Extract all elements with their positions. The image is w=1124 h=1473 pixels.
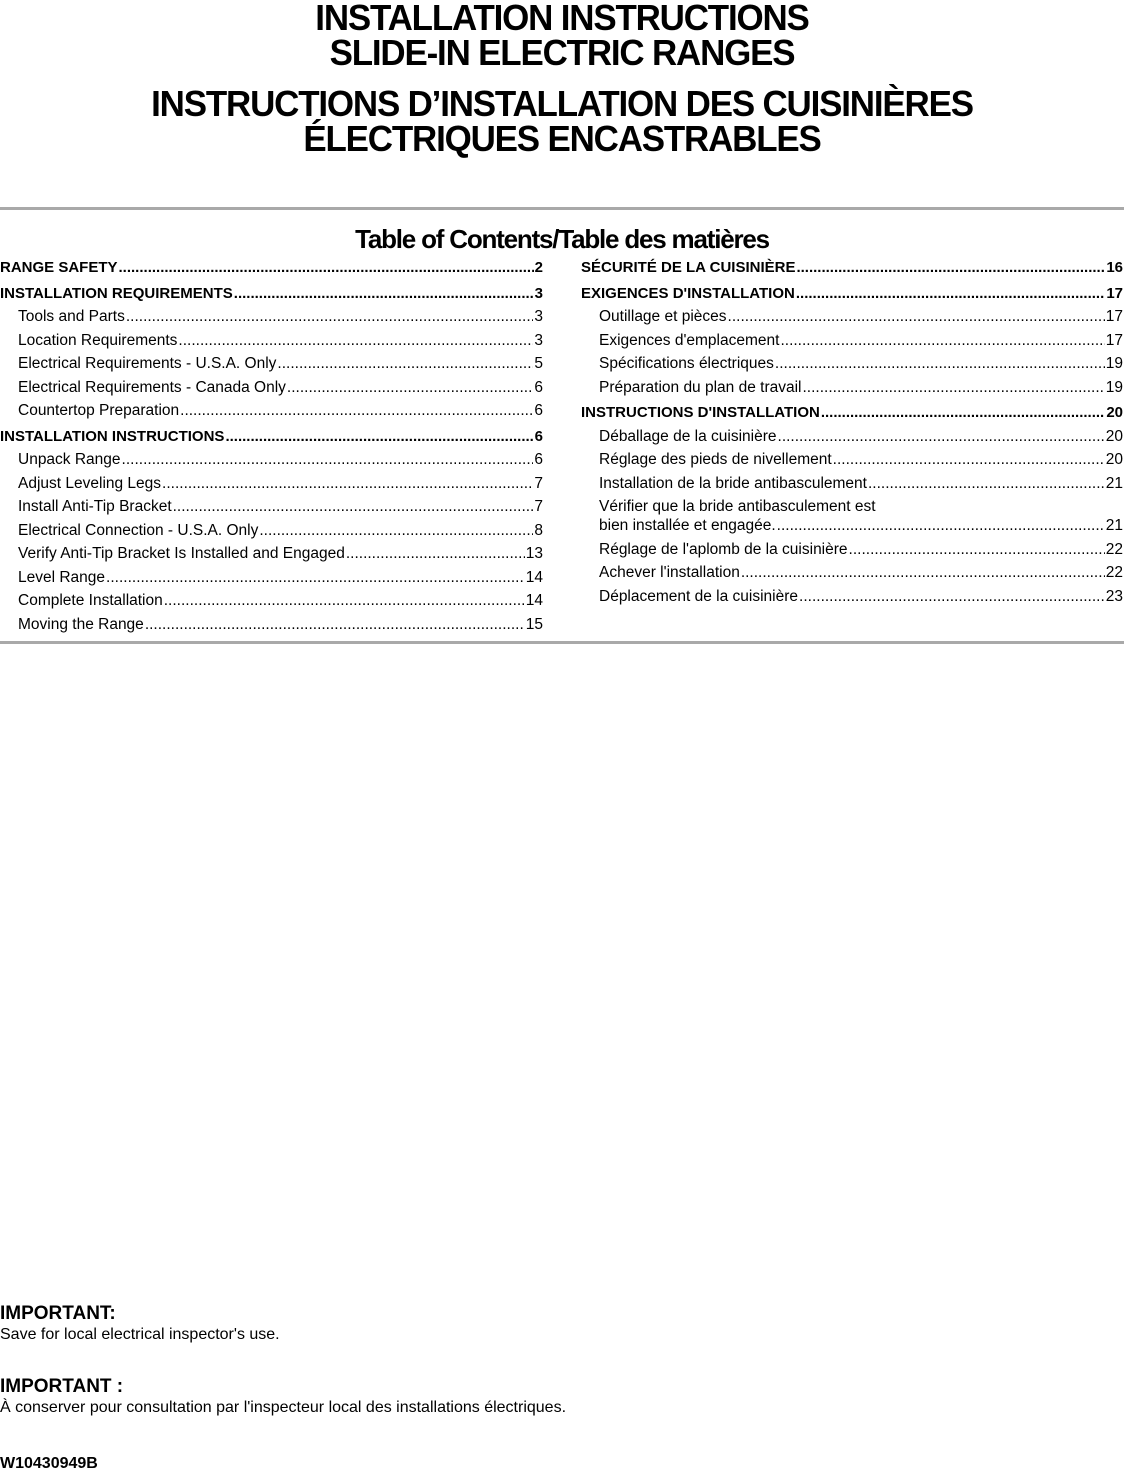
toc-subsection-entry[interactable] [581, 428, 1123, 452]
toc-section-entry[interactable] [581, 404, 1123, 428]
toc-entry-page-number: 22 [1105, 540, 1123, 558]
toc-entry-page-number: 20 [1105, 427, 1123, 445]
bottom-divider [0, 641, 1124, 644]
toc-dot-leader [287, 379, 533, 397]
toc-entry-page-number: 17 [1105, 331, 1123, 349]
toc-section-entry[interactable] [0, 285, 543, 309]
toc-entry-label: INSTRUCTIONS D'INSTALLATION [581, 404, 820, 421]
title-english-line-1: INSTALLATION INSTRUCTIONS [315, 0, 809, 38]
toc-entry-page-number: 19 [1105, 355, 1123, 372]
toc-entry-multiline[interactable] [581, 498, 1123, 541]
toc-entry-page-number: 17 [1106, 284, 1123, 302]
toc-subsection-entry[interactable] [0, 569, 543, 593]
toc-subsection-entry[interactable] [0, 475, 543, 499]
toc-entry-label: Install Anti-Tip Bracket [18, 498, 172, 515]
toc-entry-label: Exigences d'emplacement [599, 331, 780, 349]
toc-dot-leader [821, 404, 1105, 421]
toc-entry-page-number: 19 [1105, 378, 1123, 396]
toc-dot-leader [777, 517, 1105, 535]
toc-french-column [581, 259, 1123, 611]
toc-entry-label: INSTALLATION INSTRUCTIONS [0, 427, 225, 445]
toc-dot-leader [173, 498, 534, 516]
toc-subsection-entry[interactable] [581, 588, 1123, 612]
toc-entry-page-number: 6 [534, 402, 543, 419]
part-number: W10430949B [0, 1455, 98, 1472]
toc-subsection-entry[interactable] [0, 616, 543, 640]
toc-section-entry[interactable] [0, 428, 543, 452]
toc-entry-label: INSTALLATION REQUIREMENTS [0, 284, 233, 302]
toc-subsection-entry[interactable] [581, 451, 1123, 475]
toc-subsection-entry[interactable] [581, 355, 1123, 379]
toc-dot-leader [277, 355, 533, 373]
toc-entry-page-number: 15 [525, 615, 543, 633]
important-heading-english: IMPORTANT: [0, 1303, 116, 1324]
toc-subsection-entry[interactable] [581, 541, 1123, 565]
toc-entry-label: Achever l'installation [599, 564, 740, 581]
toc-entry-page-number: 5 [534, 355, 543, 372]
toc-subsection-entry[interactable] [581, 308, 1123, 332]
toc-dot-leader [741, 564, 1105, 582]
important-heading-french: IMPORTANT : [0, 1376, 124, 1397]
toc-entry-page-number: 8 [534, 521, 543, 539]
toc-entry-label: Tools and Parts [18, 308, 125, 325]
toc-entry-page-number: 21 [1105, 474, 1123, 492]
title-french-line-1: INSTRUCTIONS D’INSTALLATION DES CUISINIÈRES [151, 83, 973, 124]
title-english-line-2: SLIDE-IN ELECTRIC RANGES [329, 32, 795, 73]
toc-entry-page-number: 22 [1105, 564, 1123, 581]
toc-subsection-entry[interactable] [581, 475, 1123, 499]
toc-subsection-entry[interactable] [0, 451, 543, 475]
toc-subsection-entry[interactable] [581, 379, 1123, 403]
important-note-english [0, 1303, 280, 1344]
toc-subsection-entry[interactable] [0, 545, 543, 569]
toc-entry-label: Préparation du plan de travail [599, 378, 802, 396]
toc-dot-leader [728, 308, 1105, 326]
toc-entry-label: Level Range [18, 568, 106, 586]
toc-entry-page-number: 2 [534, 259, 543, 276]
toc-dot-leader [868, 475, 1105, 493]
toc-entry-label: Réglage de l'aplomb de la cuisinière [599, 540, 848, 558]
important-text-french: À conserver pour consultation par l'inspecteur local des installations électriques. [0, 1399, 567, 1416]
toc-entry-page-number: 21 [1105, 517, 1123, 534]
toc-dot-leader [833, 451, 1105, 469]
top-divider [0, 207, 1124, 210]
document-title-block [0, 0, 1124, 159]
toc-entry-label: Complete Installation [18, 592, 163, 609]
toc-section-entry[interactable] [581, 259, 1123, 283]
toc-entry-label: Countertop Preparation [18, 402, 180, 419]
toc-entry-page-number: 16 [1106, 259, 1123, 276]
toc-entry-page-number: 3 [534, 308, 543, 325]
toc-entry-label: Electrical Connection - U.S.A. Only [18, 521, 259, 539]
toc-section-entry[interactable] [581, 285, 1123, 309]
toc-subsection-entry[interactable] [0, 498, 543, 522]
toc-dot-leader [775, 355, 1105, 373]
toc-subsection-entry[interactable] [0, 308, 543, 332]
toc-entry-page-number: 14 [525, 568, 543, 586]
toc-entry-label: Verify Anti-Tip Bracket Is Installed and Engaged [18, 545, 345, 562]
toc-entry-label: Spécifications électriques [599, 355, 774, 372]
toc-entry-page-number: 6 [534, 427, 543, 445]
toc-entry-page-number: 6 [534, 378, 543, 396]
toc-entry-label: Location Requirements [18, 331, 178, 349]
toc-entry-label: Réglage des pieds de nivellement [599, 451, 832, 468]
toc-dot-leader [126, 308, 534, 326]
toc-entry-label: Adjust Leveling Legs [18, 474, 162, 492]
toc-dot-leader [346, 545, 525, 563]
toc-subsection-entry[interactable] [0, 355, 543, 379]
toc-entry-page-number: 3 [534, 331, 543, 349]
toc-entry-page-number: 14 [525, 592, 543, 609]
toc-entry-label: Unpack Range [18, 451, 121, 468]
toc-dot-leader [799, 588, 1105, 606]
toc-entry-page-number: 7 [534, 498, 543, 515]
toc-subsection-entry[interactable] [0, 379, 543, 403]
toc-subsection-entry[interactable] [581, 564, 1123, 588]
toc-entry-label: SÉCURITÉ DE LA CUISINIÈRE [581, 259, 796, 276]
toc-entry-label: Outillage et pièces [599, 308, 727, 325]
toc-entry-page-number: 20 [1106, 404, 1123, 421]
important-text-english: Save for local electrical inspector's use. [0, 1326, 280, 1343]
toc-entry-page-number: 13 [525, 545, 543, 562]
toc-dot-leader [796, 285, 1105, 302]
toc-subsection-entry[interactable] [0, 402, 543, 426]
toc-subsection-entry[interactable] [0, 522, 543, 546]
toc-dot-leader [162, 475, 533, 493]
toc-entry-label: RANGE SAFETY [0, 259, 118, 276]
toc-dot-leader [119, 259, 534, 276]
toc-subsection-entry [599, 517, 1123, 541]
title-french-line-2: ÉLECTRIQUES ENCASTRABLES [303, 118, 821, 159]
toc-entry-label: Moving the Range [18, 615, 144, 633]
toc-section-entry[interactable] [0, 259, 543, 283]
toc-subsection-entry[interactable] [0, 592, 543, 616]
toc-dot-leader [180, 402, 533, 420]
toc-entry-label: Déballage de la cuisinière [599, 427, 777, 445]
toc-dot-leader [145, 616, 525, 634]
toc-dot-leader [234, 285, 534, 302]
toc-entry-page-number: 20 [1105, 451, 1123, 468]
toc-subsection-entry[interactable] [0, 332, 543, 356]
toc-dot-leader [778, 428, 1105, 446]
toc-dot-leader [178, 332, 533, 350]
toc-entry-label: Electrical Requirements - Canada Only [18, 378, 286, 396]
toc-heading: Table of Contents/Table des matières [355, 224, 769, 254]
toc-dot-leader [803, 379, 1105, 397]
toc-entry-label-line-1: Vérifier que la bride antibasculement est [599, 498, 876, 515]
toc-entry-page-number: 23 [1105, 587, 1123, 605]
toc-entry-label: bien installée et engagée. [599, 517, 776, 534]
toc-dot-leader [106, 569, 525, 587]
toc-entry-label: EXIGENCES D'INSTALLATION [581, 284, 795, 302]
toc-dot-leader [225, 428, 533, 445]
toc-entry-label: Installation de la bride antibasculement [599, 474, 867, 492]
toc-dot-leader [122, 451, 534, 469]
toc-dot-leader [259, 522, 533, 540]
toc-entry-page-number: 17 [1105, 308, 1123, 325]
toc-entry-page-number: 7 [534, 474, 543, 492]
toc-entry-page-number: 3 [534, 284, 543, 302]
toc-english-column [0, 259, 543, 639]
toc-subsection-entry[interactable] [581, 332, 1123, 356]
important-note-french [0, 1376, 566, 1417]
toc-dot-leader [780, 332, 1104, 350]
toc-dot-leader [796, 259, 1105, 276]
toc-entry-label: Electrical Requirements - U.S.A. Only [18, 355, 277, 372]
toc-entry-label: Déplacement de la cuisinière [599, 587, 799, 605]
toc-dot-leader [849, 541, 1105, 559]
toc-dot-leader [164, 592, 525, 610]
toc-entry-page-number: 6 [534, 451, 543, 468]
